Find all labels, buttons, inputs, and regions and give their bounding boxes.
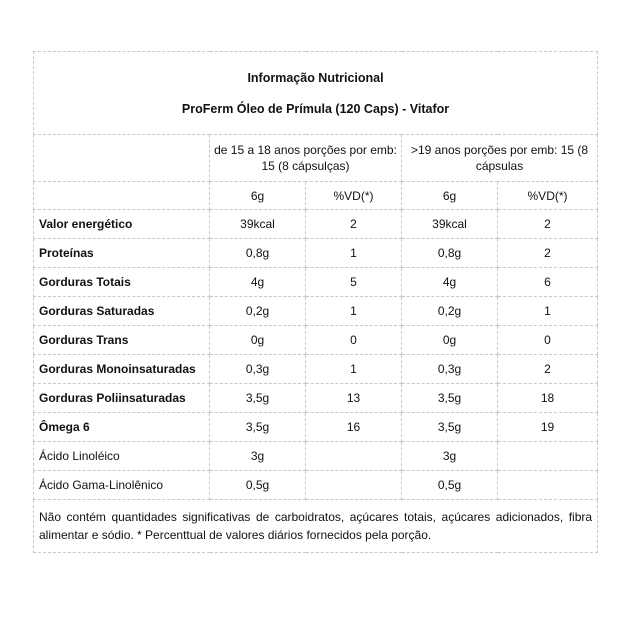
product-name: ProFerm Óleo de Prímula (120 Caps) - Vitafor	[181, 101, 450, 116]
g2-amount: 0,2g	[402, 297, 498, 326]
nutrient-label: Proteínas	[34, 239, 210, 268]
g1-vd: 2	[306, 210, 402, 239]
g1-amount: 39kcal	[210, 210, 306, 239]
g2-amount: 4g	[402, 268, 498, 297]
footnote: Não contém quantidades significativas de carboidratos, açúcares totais, açúcares adicionados, fibra alimentar e sódio. * Percenttual de valores diários fornecidos pela porção.	[34, 500, 598, 553]
table-title: Informação Nutricional	[247, 70, 384, 85]
g1-amount: 3,5g	[210, 384, 306, 413]
table-row	[34, 326, 598, 355]
g1-vd	[306, 442, 402, 471]
table-row	[34, 442, 598, 471]
g2-amount: 3g	[402, 442, 498, 471]
g2-vd: 18	[498, 384, 598, 413]
g2-vd-header: %VD(*)	[498, 182, 598, 210]
g1-vd: 5	[306, 268, 402, 297]
empty-corner-cell	[34, 135, 210, 182]
g2-vd: 2	[498, 355, 598, 384]
group-header-row	[34, 135, 598, 182]
g2-amount: 3,5g	[402, 413, 498, 442]
table-row	[34, 268, 598, 297]
g1-vd: 1	[306, 297, 402, 326]
g1-amount: 0,5g	[210, 471, 306, 500]
title-cell	[34, 52, 598, 135]
nutrient-label: Ômega 6	[34, 413, 210, 442]
table-row	[34, 297, 598, 326]
footnote-row	[34, 500, 598, 553]
nutrition-table	[33, 51, 598, 553]
nutrient-label: Ácido Linoléico	[34, 442, 210, 471]
g1-amount: 0,3g	[210, 355, 306, 384]
g1-vd: 0	[306, 326, 402, 355]
g1-vd: 1	[306, 239, 402, 268]
table-row	[34, 471, 598, 500]
g2-vd: 2	[498, 210, 598, 239]
g2-amount: 0g	[402, 326, 498, 355]
g1-amount: 3,5g	[210, 413, 306, 442]
g2-vd: 2	[498, 239, 598, 268]
nutrient-label: Gorduras Trans	[34, 326, 210, 355]
table-row	[34, 210, 598, 239]
g2-amount: 3,5g	[402, 384, 498, 413]
table-row	[34, 413, 598, 442]
g2-vd: 0	[498, 326, 598, 355]
g1-vd-header: %VD(*)	[306, 182, 402, 210]
g1-amount: 0,8g	[210, 239, 306, 268]
g1-vd: 16	[306, 413, 402, 442]
group-header-19-plus: >19 anos porções por emb: 15 (8 cápsulas	[402, 135, 598, 182]
g2-vd: 19	[498, 413, 598, 442]
table-row	[34, 239, 598, 268]
nutrient-label: Gorduras Totais	[34, 268, 210, 297]
g1-amount: 4g	[210, 268, 306, 297]
nutrient-label: Gorduras Monoinsaturadas	[34, 355, 210, 384]
nutrient-label: Gorduras Poliinsaturadas	[34, 384, 210, 413]
g1-vd	[306, 471, 402, 500]
g2-amount: 0,5g	[402, 471, 498, 500]
g2-amount: 0,3g	[402, 355, 498, 384]
table-row	[34, 384, 598, 413]
group-header-15-18: de 15 a 18 anos porções por emb: 15 (8 cápsulças)	[210, 135, 402, 182]
table-row	[34, 355, 598, 384]
g2-vd	[498, 471, 598, 500]
nutrient-label: Valor energético	[34, 210, 210, 239]
nutrient-label: Gorduras Saturadas	[34, 297, 210, 326]
g1-vd: 13	[306, 384, 402, 413]
g2-portion-header: 6g	[402, 182, 498, 210]
g1-vd: 1	[306, 355, 402, 384]
title-row	[34, 52, 598, 135]
g1-amount: 3g	[210, 442, 306, 471]
units-row	[34, 182, 598, 210]
nutrient-label: Ácido Gama-Linolênico	[34, 471, 210, 500]
g1-portion-header: 6g	[210, 182, 306, 210]
g2-amount: 0,8g	[402, 239, 498, 268]
g2-vd: 6	[498, 268, 598, 297]
g1-amount: 0g	[210, 326, 306, 355]
g2-vd: 1	[498, 297, 598, 326]
g1-amount: 0,2g	[210, 297, 306, 326]
g2-amount: 39kcal	[402, 210, 498, 239]
g2-vd	[498, 442, 598, 471]
empty-unit-cell	[34, 182, 210, 210]
